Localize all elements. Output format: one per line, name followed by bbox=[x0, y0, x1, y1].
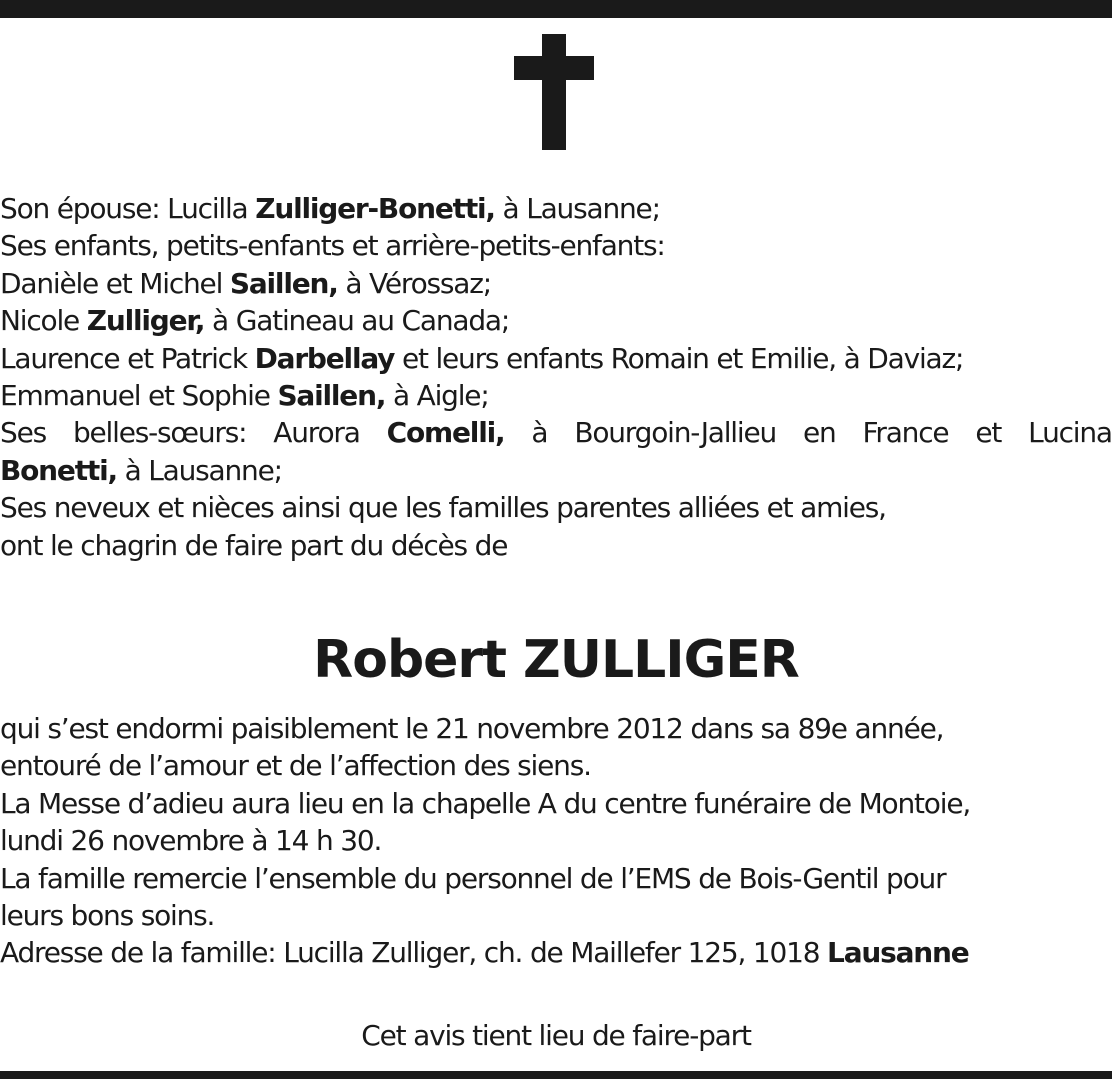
intro-line-saillen-emmanuel: Emmanuel et Sophie Saillen, à Aigle; bbox=[0, 378, 489, 412]
details-line-surrounded: entouré de l’amour et de l’affection des siens. bbox=[0, 749, 591, 783]
details-line-passing: qui s’est endormi paisiblement le 21 novembre 2012 dans sa 89e année, bbox=[0, 712, 944, 745]
details-line-date-time: lundi 26 novembre à 14 h 30. bbox=[0, 824, 382, 858]
details-line-address: Adresse de la famille: Lucilla Zulliger, ch. de Maillefer 125, 1018 Lausanne bbox=[0, 936, 969, 970]
intro-line-bonetti: Bonetti, à Lausanne; bbox=[0, 453, 282, 487]
obituary-details bbox=[0, 710, 1112, 972]
cross-horizontal-bar bbox=[514, 56, 594, 80]
mourners-list bbox=[0, 190, 1112, 564]
footer-note: Cet avis tient lieu de faire-part bbox=[361, 1019, 751, 1052]
deceased-name-heading: Robert ZULLIGER bbox=[313, 630, 799, 690]
intro-line-spouse: Son épouse: Lucilla Zulliger-Bonetti, à Lausanne; bbox=[0, 192, 660, 225]
cross-vertical-bar bbox=[542, 34, 566, 150]
intro-line-sisters-in-law: Ses belles-sœurs: Aurora Comelli, à Bourgoin-Jallieu en France et Lucina bbox=[0, 416, 1112, 450]
intro-line-children-heading: Ses enfants, petits-enfants et arrière-petits-enfants: bbox=[0, 229, 665, 263]
details-line-thanks: La famille remercie l’ensemble du personnel de l’EMS de Bois-Gentil pour bbox=[0, 861, 946, 895]
intro-line-announcement: ont le chagrin de faire part du décès de bbox=[0, 528, 508, 562]
details-line-mass: La Messe d’adieu aura lieu en la chapelle A du centre funéraire de Montoie, bbox=[0, 786, 971, 820]
details-line-thanks-cont: leurs bons soins. bbox=[0, 898, 215, 932]
top-border-rule bbox=[0, 0, 1112, 18]
intro-line-saillen-daniele: Danièle et Michel Saillen, à Vérossaz; bbox=[0, 266, 491, 300]
latin-cross-icon bbox=[514, 34, 594, 150]
bottom-border-rule bbox=[0, 1071, 1112, 1079]
intro-line-nephews-nieces: Ses neveux et nièces ainsi que les familles parentes alliées et amies, bbox=[0, 491, 886, 525]
intro-line-darbellay: Laurence et Patrick Darbellay et leurs enfants Romain et Emilie, à Daviaz; bbox=[0, 341, 964, 375]
intro-line-nicole: Nicole Zulliger, à Gatineau au Canada; bbox=[0, 304, 510, 338]
